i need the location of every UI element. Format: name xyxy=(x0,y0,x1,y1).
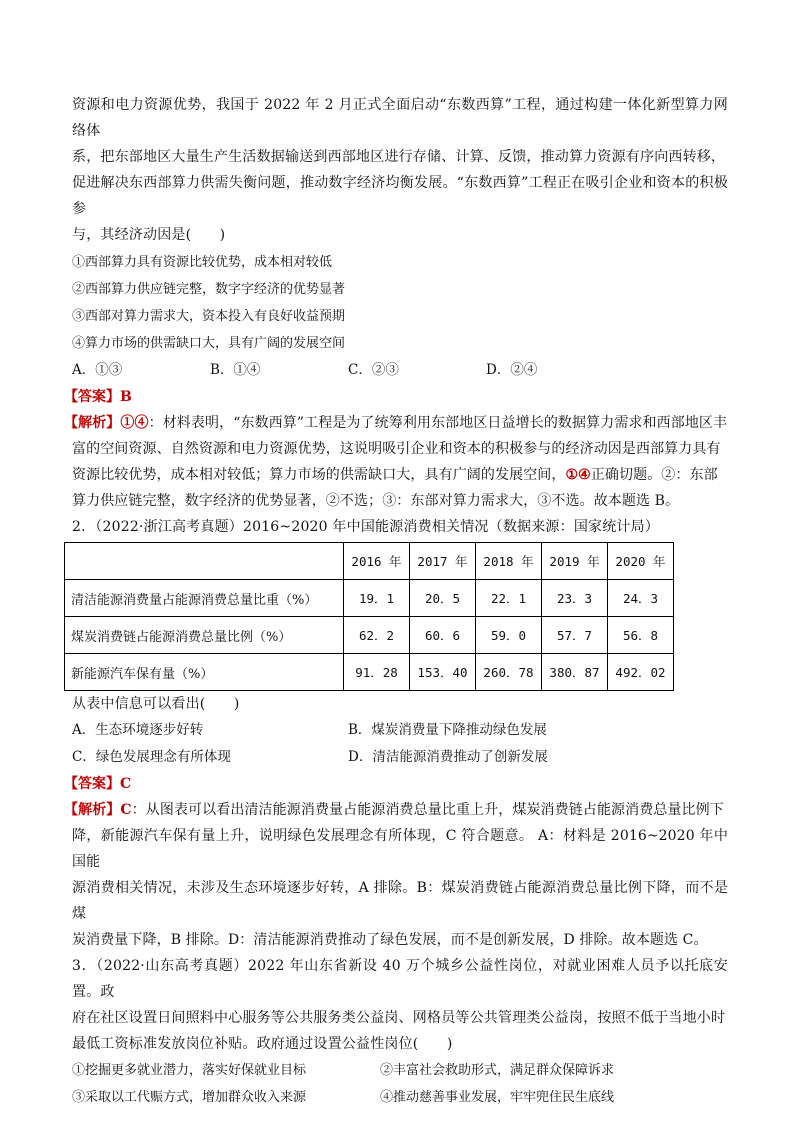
table-cell: 22．1 xyxy=(476,580,542,617)
analysis-tag: 【解析】 xyxy=(64,415,121,431)
q1-option: ④算力市场的供需缺口大，具有广阔的发展空间 xyxy=(72,336,346,351)
table-header-cell: 2018 年 xyxy=(476,543,542,580)
q2-choices-row xyxy=(72,744,728,771)
table-cell: 57．7 xyxy=(542,617,608,654)
q2-choices-row xyxy=(72,717,728,744)
q1-choice-a: A．①③ xyxy=(72,362,123,378)
table-cell: 380．87 xyxy=(542,654,608,691)
answer-value: C xyxy=(120,776,132,792)
q1-option: ①西部算力具有资源比较优势，成本相对较低 xyxy=(72,255,333,270)
q1-choices xyxy=(72,357,728,384)
analysis-line: ：从图表可以看出清洁能源消费量占能源消费总量比重上升，煤炭消费链占能源消费总量比例下 xyxy=(131,802,724,818)
q2-data-table xyxy=(64,542,674,691)
q1-option: ③西部对算力需求大，资本投入有良好收益预期 xyxy=(72,309,346,324)
table-cell: 19．1 xyxy=(344,580,410,617)
analysis-line: 源消费相关情况，未涉及生态环境逐步好转，A 排除。B：煤炭消费链占能源消费总量比例下降，而不是煤 xyxy=(72,880,728,922)
table-row-label: 清洁能源消费量占能源消费总量比重（%） xyxy=(65,580,344,617)
q3-option: ③采取以工代赈方式，增加群众收入来源 xyxy=(72,1090,307,1105)
q2-title: 2．（2022·浙江高考真题）2016~2020 年中国能源消费相关情况（数据来源：国家统计局） xyxy=(72,519,660,535)
answer-tag: 【答案】 xyxy=(64,389,120,405)
analysis-line: 正确切题。②：东部 xyxy=(590,467,718,483)
table-header-cell: 2020 年 xyxy=(608,543,674,580)
q2-choice-b: B．煤炭消费量下降推动绿色发展 xyxy=(348,722,547,738)
answer-tag: 【答案】 xyxy=(64,776,120,792)
analysis-line: 算力供应链完整，数字经济的优势显著，②不选；③：东部对算力需求大，③不选。故本题选 B。 xyxy=(72,493,680,509)
analysis-line: 炭消费量下降，B 排除。D：清洁能源消费推动了绿色发展，而不是创新发展，D 排除。故本题选 C。 xyxy=(72,932,708,948)
q3-stem-line: 最低工资标准发放岗位补贴。政府通过设置公益性岗位( ) xyxy=(72,1036,453,1052)
q3-stem-line: 3．（2022·山东高考真题）2022 年山东省新设 40 万个城乡公益性岗位，对就业困难人员予以托底安置。政 xyxy=(72,958,728,1000)
table-header-cell xyxy=(65,543,344,580)
table-row xyxy=(65,617,674,654)
table-cell: 492．02 xyxy=(608,654,674,691)
table-row-label: 新能源汽车保有量（%） xyxy=(65,654,344,691)
table-header-row xyxy=(65,543,674,580)
q3-option: ②丰富社会救助形式，满足群众保障诉求 xyxy=(380,1063,615,1078)
table-header-cell: 2016 年 xyxy=(344,543,410,580)
table-row xyxy=(65,580,674,617)
analysis-line: 资源比较优势，成本相对较低；算力市场的供需缺口大，具有广阔的发展空间， xyxy=(72,467,566,483)
document-page xyxy=(64,92,728,1111)
q1-answer xyxy=(64,384,728,410)
q2-prompt: 从表中信息可以看出( ) xyxy=(72,696,240,712)
q1-stem-line: 促进解决东西部算力供需失衡问题，推动数字经济均衡发展。“东数西算”工程正在吸引企业和资本的积极参 xyxy=(72,175,728,217)
table-cell: 23．3 xyxy=(542,580,608,617)
table-cell: 153．40 xyxy=(410,654,476,691)
q1-choice-c: C．②③ xyxy=(348,362,399,378)
q1-choice-b: B．①④ xyxy=(210,362,261,378)
q2-answer xyxy=(64,771,728,797)
q1-stem-line: 与，其经济动因是( ) xyxy=(72,227,226,243)
analysis-line: 降，新能源汽车保有量上升，说明绿色发展理念有所体现，C 符合题意。 A：材料是 2016~2020 年中国能 xyxy=(72,828,728,870)
q2-choice-c: C．绿色发展理念有所体现 xyxy=(72,749,231,765)
q3-option: ①挖掘更多就业潜力，落实好保就业目标 xyxy=(72,1063,307,1078)
table-cell: 59．0 xyxy=(476,617,542,654)
q3-option: ④推动慈善事业发展，牢牢兜住民生底线 xyxy=(380,1090,615,1105)
table-cell: 24．3 xyxy=(608,580,674,617)
table-header-cell: 2019 年 xyxy=(542,543,608,580)
analysis-key: ①④ xyxy=(120,415,149,431)
q1-stem xyxy=(72,92,728,248)
q3-stem xyxy=(72,953,728,1057)
q1-option: ②西部算力供应链完整，数字字经济的优势显著 xyxy=(72,282,346,297)
q2-analysis xyxy=(64,797,728,953)
table-cell: 91．28 xyxy=(344,654,410,691)
q3-options-row xyxy=(72,1057,728,1084)
table-cell: 20．5 xyxy=(410,580,476,617)
q3-stem-line: 府在社区设置日间照料中心服务等公共服务类公益岗、网格员等公共管理类公益岗，按照不低于当地小时 xyxy=(72,1010,726,1026)
q1-options xyxy=(72,249,728,357)
table-cell: 60．6 xyxy=(410,617,476,654)
table-row xyxy=(65,654,674,691)
analysis-line: 富的空间资源、自然资源和电力资源优势，这说明吸引企业和资本的积极参与的经济动因是西部算力具有 xyxy=(72,441,721,457)
q1-choice-d: D．②④ xyxy=(486,362,538,378)
q3-options-row xyxy=(72,1084,728,1111)
table-cell: 62．2 xyxy=(344,617,410,654)
table-cell: 260．78 xyxy=(476,654,542,691)
analysis-key: ①④ xyxy=(565,467,591,483)
analysis-tag: 【解析】 xyxy=(64,802,121,818)
q1-stem-line: 资源和电力资源优势，我国于 2022 年 2 月正式全面启动“东数西算”工程，通过构建一体化新型算力网络体 xyxy=(72,97,728,139)
analysis-line: ：材料表明，“东数西算”工程是为了统筹利用东部地区日益增长的数据算力需求和西部地区丰 xyxy=(148,415,728,431)
table-cell: 56．8 xyxy=(608,617,674,654)
q1-stem-line: 系，把东部地区大量生产生活数据输送到西部地区进行存储、计算、反馈，推动算力资源有序向西转移， xyxy=(72,149,726,165)
table-row-label: 煤炭消费链占能源消费总量比例（%） xyxy=(65,617,344,654)
analysis-key: C xyxy=(120,802,132,818)
answer-value: B xyxy=(120,389,132,405)
q1-analysis xyxy=(64,410,728,514)
q2-choice-d: D．清洁能源消费推动了创新发展 xyxy=(348,749,548,765)
q2-choice-a: A．生态环境逐步好转 xyxy=(72,722,204,738)
table-header-cell: 2017 年 xyxy=(410,543,476,580)
